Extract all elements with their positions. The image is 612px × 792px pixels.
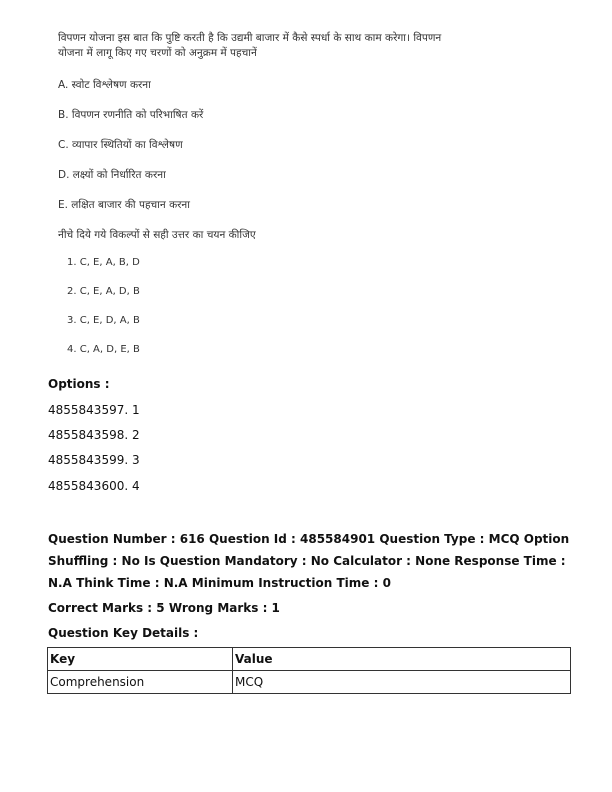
statement-e: E. लक्षित बाजार की पहचान करना	[58, 199, 190, 211]
options-label: Options :	[48, 377, 110, 391]
question-instruction: नीचे दिये गये विकल्पों से सही उत्तर का चयन कीजिए	[58, 229, 256, 241]
table-row	[48, 671, 571, 694]
question-text: विपणन योजना इस बात कि पुष्टि करती है कि उद्यमी बाजार में कैसे स्पर्धा के साथ काम करेगा। विपणन योजना में लागू किए गए चरणों को अनुक्रम में पहचानें	[58, 32, 442, 59]
table-header-key: Key	[48, 648, 233, 671]
table-header-value: Value	[233, 648, 571, 671]
table-cell-value: MCQ	[233, 671, 571, 694]
table-cell-key: Comprehension	[48, 671, 233, 694]
marks-info: Correct Marks : 5 Wrong Marks : 1	[48, 601, 280, 615]
option-item-1: 4855843597. 1	[48, 403, 140, 417]
statement-d: D. लक्ष्यों को निर्धारित करना	[58, 169, 166, 181]
table-header-row	[48, 648, 571, 671]
question-meta-details: Question Number : 616 Question Id : 485584901 Question Type : MCQ Option Shuffling : No Is Question Mandatory : No Calculator : None Response Time : N.A Think Time : N.A Minimum Instruction Time : 0	[48, 532, 570, 590]
statement-b: B. विपणन रणनीति को परिभाषित करें	[58, 109, 204, 121]
option-item-4: 4855843600. 4	[48, 479, 140, 493]
choice-1: 1. C, E, A, B, D	[67, 257, 140, 268]
key-details-label: Question Key Details :	[48, 626, 199, 640]
option-item-3: 4855843599. 3	[48, 453, 140, 467]
statement-c: C. व्यापार स्थितियों का विश्लेषण	[58, 139, 183, 151]
key-details-table	[47, 647, 571, 694]
option-item-2: 4855843598. 2	[48, 428, 140, 442]
statement-a: A. स्वोट विश्लेषण करना	[58, 79, 151, 91]
choice-2: 2. C, E, A, D, B	[67, 286, 140, 297]
choice-4: 4. C, A, D, E, B	[67, 344, 140, 355]
choice-3: 3. C, E, D, A, B	[67, 315, 140, 326]
